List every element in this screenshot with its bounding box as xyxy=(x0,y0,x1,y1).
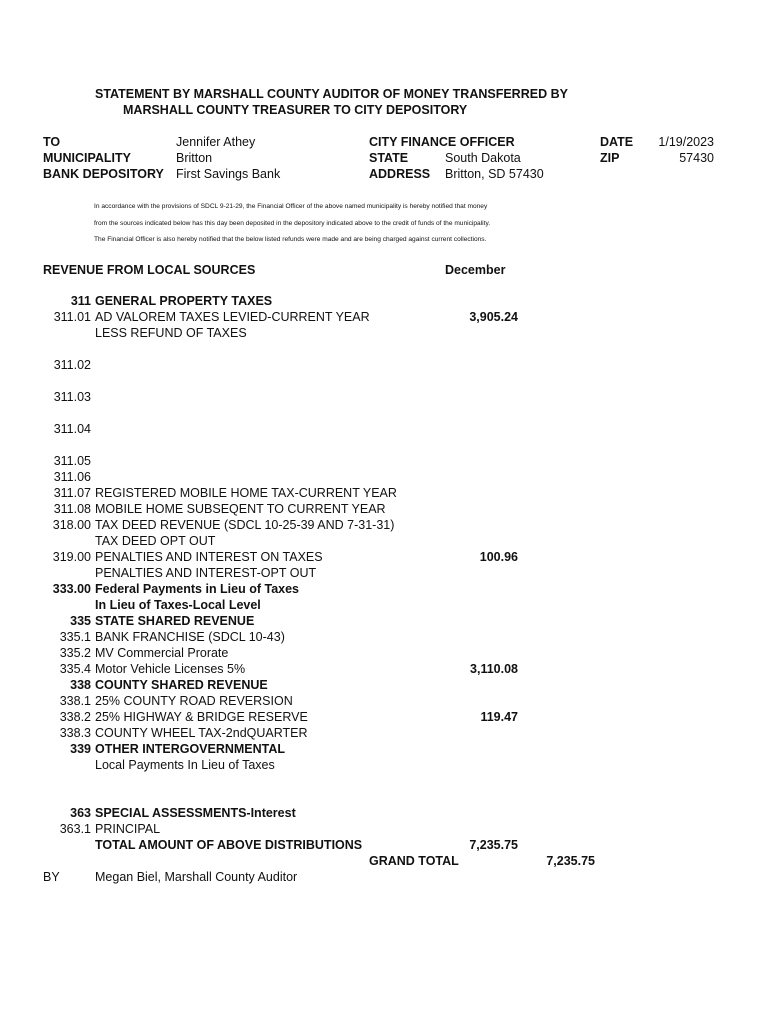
table-row xyxy=(0,822,770,838)
state-value: South Dakota xyxy=(445,151,521,165)
line-amount: 119.47 xyxy=(480,710,518,724)
date-value: 1/19/2023 xyxy=(658,135,714,149)
account-code: 311.05 xyxy=(53,454,91,468)
account-code: 311.01 xyxy=(53,310,91,324)
account-code: 311.03 xyxy=(53,390,91,404)
table-row xyxy=(0,326,770,342)
table-row xyxy=(0,694,770,710)
bank-depository-value: First Savings Bank xyxy=(176,167,281,181)
table-row xyxy=(0,646,770,662)
line-description: PENALTIES AND INTEREST-OPT OUT xyxy=(95,566,317,580)
table-row xyxy=(0,614,770,630)
account-code: 311 xyxy=(70,294,91,308)
table-row xyxy=(0,294,770,310)
table-row xyxy=(0,582,770,598)
account-code: 338 xyxy=(70,678,91,692)
table-row xyxy=(0,806,770,822)
address-value: Britton, SD 57430 xyxy=(445,167,544,181)
line-description: 25% HIGHWAY & BRIDGE RESERVE xyxy=(95,710,308,724)
date-label: DATE xyxy=(600,135,634,149)
municipality-value: Britton xyxy=(176,151,213,165)
line-description: Motor Vehicle Licenses 5% xyxy=(95,662,246,676)
grand-total-label: GRAND TOTAL xyxy=(369,854,459,868)
account-code: 311.07 xyxy=(53,486,91,500)
table-row xyxy=(0,726,770,742)
by-label: BY xyxy=(43,870,60,884)
to-label: TO xyxy=(43,135,61,149)
table-row xyxy=(0,742,770,758)
account-code: 363.1 xyxy=(59,822,91,836)
table-row xyxy=(0,662,770,678)
month-column-heading: December xyxy=(445,263,506,277)
account-code: 319.00 xyxy=(52,550,91,564)
account-code: 363 xyxy=(70,806,91,820)
table-row xyxy=(0,358,770,374)
account-code: 311.06 xyxy=(53,470,91,484)
line-description: SPECIAL ASSESSMENTS-Interest xyxy=(95,806,296,820)
table-row xyxy=(0,534,770,550)
account-code: 335.2 xyxy=(59,646,91,660)
account-code: 311.08 xyxy=(53,502,91,516)
account-code: 338.2 xyxy=(59,710,91,724)
table-row xyxy=(0,710,770,726)
total-label: TOTAL AMOUNT OF ABOVE DISTRIBUTIONS xyxy=(95,838,363,852)
bank-depository-label: BANK DEPOSITORY xyxy=(43,167,164,181)
line-description: MV Commercial Prorate xyxy=(95,646,229,660)
address-label: ADDRESS xyxy=(369,167,431,181)
total-value: 7,235.75 xyxy=(469,838,518,852)
account-code: 311.04 xyxy=(53,422,91,436)
municipality-label: MUNICIPALITY xyxy=(43,151,131,165)
table-row xyxy=(0,678,770,694)
account-code: 333.00 xyxy=(52,582,91,596)
line-description: Federal Payments in Lieu of Taxes xyxy=(95,582,300,596)
line-amount: 100.96 xyxy=(479,550,518,564)
table-row xyxy=(0,454,770,470)
account-code: 335 xyxy=(70,614,91,628)
title-line-1: STATEMENT BY MARSHALL COUNTY AUDITOR OF MONEY TRANSFERRED BY xyxy=(95,87,568,101)
title-line-2: MARSHALL COUNTY TREASURER TO CITY DEPOSITORY xyxy=(123,103,468,117)
account-code: 335.4 xyxy=(59,662,91,676)
line-description: MOBILE HOME SUBSEQENT TO CURRENT YEAR xyxy=(95,502,386,516)
account-code: 311.02 xyxy=(53,358,91,372)
table-row xyxy=(0,630,770,646)
line-description: REGISTERED MOBILE HOME TAX-CURRENT YEAR xyxy=(95,486,397,500)
auditor-signature-line: Megan Biel, Marshall County Auditor xyxy=(95,870,298,884)
account-code: 318.00 xyxy=(52,518,91,532)
line-description: PENALTIES AND INTEREST ON TAXES xyxy=(95,550,323,564)
account-code: 335.1 xyxy=(59,630,91,644)
account-code: 339 xyxy=(70,742,91,756)
line-description: GENERAL PROPERTY TAXES xyxy=(95,294,273,308)
table-row xyxy=(0,502,770,518)
notice-line-2: from the sources indicated below has this day been deposited in the depository indicated above to the credit of funds of the municipality. xyxy=(94,220,491,227)
table-row xyxy=(0,486,770,502)
to-value: Jennifer Athey xyxy=(176,135,256,149)
state-label: STATE xyxy=(369,151,409,165)
line-description: Local Payments In Lieu of Taxes xyxy=(95,758,275,772)
city-finance-officer-label: CITY FINANCE OFFICER xyxy=(369,135,515,149)
table-row xyxy=(0,470,770,486)
table-row xyxy=(0,518,770,534)
line-description: AD VALOREM TAXES LEVIED-CURRENT YEAR xyxy=(95,310,370,324)
line-description: PRINCIPAL xyxy=(95,822,161,836)
table-row xyxy=(0,390,770,406)
table-row xyxy=(0,310,770,326)
account-code: 338.1 xyxy=(59,694,91,708)
notice-line-1: In accordance with the provisions of SDCL 9-21-29, the Financial Officer of the above named municipality is hereby notified that money xyxy=(94,203,488,210)
line-description: BANK FRANCHISE (SDCL 10-43) xyxy=(95,630,285,644)
line-description: LESS REFUND OF TAXES xyxy=(95,326,247,340)
line-description: OTHER INTERGOVERNMENTAL xyxy=(95,742,286,756)
line-description: COUNTY WHEEL TAX-2ndQUARTER xyxy=(95,726,308,740)
line-amount: 3,110.08 xyxy=(470,662,518,676)
notice-line-3: The Financial Officer is also hereby notified that the below listed refunds were made and are being charged against current collections. xyxy=(94,236,487,243)
line-amount: 3,905.24 xyxy=(469,310,518,324)
table-row xyxy=(0,550,770,566)
section-heading: REVENUE FROM LOCAL SOURCES xyxy=(43,263,256,277)
zip-value: 57430 xyxy=(679,151,714,165)
account-code: 338.3 xyxy=(59,726,91,740)
line-description: TAX DEED OPT OUT xyxy=(95,534,216,548)
line-description: In Lieu of Taxes-Local Level xyxy=(95,598,261,612)
line-description: TAX DEED REVENUE (SDCL 10-25-39 AND 7-31-31) xyxy=(95,518,395,532)
table-row xyxy=(0,566,770,582)
table-row xyxy=(0,758,770,774)
grand-total-value: 7,235.75 xyxy=(546,854,595,868)
zip-label: ZIP xyxy=(600,151,620,165)
line-description: COUNTY SHARED REVENUE xyxy=(95,678,268,692)
line-description: 25% COUNTY ROAD REVERSION xyxy=(95,694,293,708)
table-row xyxy=(0,422,770,438)
line-description: STATE SHARED REVENUE xyxy=(95,614,255,628)
table-row xyxy=(0,598,770,614)
